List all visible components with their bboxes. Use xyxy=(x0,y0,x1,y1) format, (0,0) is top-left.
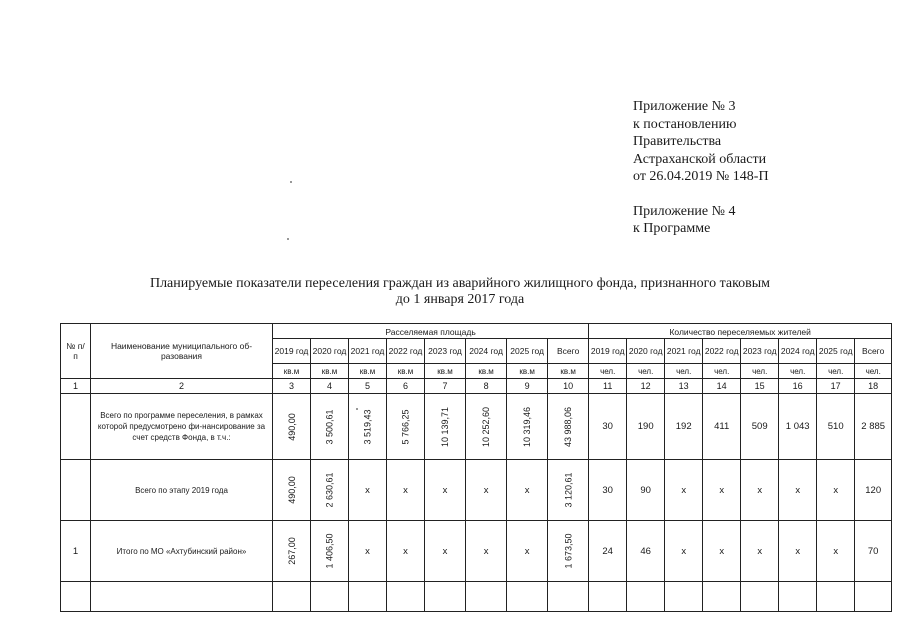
appendix-3-line: Приложение № 3 xyxy=(633,99,736,114)
area-total-value: 1 673,50 xyxy=(563,533,574,569)
unit-area: кв.м xyxy=(548,364,589,379)
area-value: x xyxy=(349,521,387,582)
empty-cell xyxy=(548,582,589,612)
people-year: 2019 год xyxy=(589,339,627,364)
unit-people: чел. xyxy=(855,364,892,379)
unit-area: кв.м xyxy=(425,364,466,379)
area-year: 2023 год xyxy=(425,339,466,364)
row-name: Всего по программе переселения, в рамках которой предусмотрено фи-нансирование за счет средств Фонда, в т.ч.: xyxy=(91,394,273,460)
area-total-value: 43 988,06 xyxy=(563,406,574,447)
area-cell xyxy=(311,521,349,582)
empty-cell xyxy=(507,582,548,612)
area-total-cell xyxy=(548,394,589,460)
header-people-group: Количество переселяемых жителей xyxy=(589,324,892,339)
table-row xyxy=(61,394,892,460)
people-year: 2025 год xyxy=(817,339,855,364)
area-total-value: 3 120,61 xyxy=(563,472,574,508)
area-total-cell xyxy=(548,521,589,582)
area-year: 2022 год xyxy=(387,339,425,364)
area-value: 5 766,25 xyxy=(400,408,411,445)
column-index: 5 xyxy=(349,379,387,394)
empty-cell xyxy=(311,582,349,612)
area-total-cell xyxy=(548,460,589,521)
appendix-3-line: от 26.04.2019 № 148-П xyxy=(633,169,769,184)
area-value: x xyxy=(466,521,507,582)
people-value: x xyxy=(779,521,817,582)
row-number: 1 xyxy=(61,521,91,582)
unit-people: чел. xyxy=(741,364,779,379)
area-value: x xyxy=(425,521,466,582)
area-cell xyxy=(273,521,311,582)
area-cell xyxy=(387,394,425,460)
people-value: x xyxy=(817,521,855,582)
resettlement-table xyxy=(60,323,892,612)
unit-area: кв.м xyxy=(349,364,387,379)
column-index: 13 xyxy=(665,379,703,394)
column-index: 14 xyxy=(703,379,741,394)
people-value: 411 xyxy=(703,394,741,460)
empty-cell xyxy=(817,582,855,612)
people-value: 24 xyxy=(589,521,627,582)
empty-cell xyxy=(61,582,91,612)
people-value: 1 043 xyxy=(779,394,817,460)
row-number xyxy=(61,394,91,460)
area-cell xyxy=(273,460,311,521)
table-row xyxy=(61,460,892,521)
area-cell xyxy=(425,394,466,460)
appendix-4-line: к Программе xyxy=(633,221,711,236)
people-value: 46 xyxy=(627,521,665,582)
people-total-value: 120 xyxy=(855,460,892,521)
empty-cell xyxy=(703,582,741,612)
empty-cell xyxy=(425,582,466,612)
column-index: 7 xyxy=(425,379,466,394)
column-index: 16 xyxy=(779,379,817,394)
people-value: x xyxy=(665,521,703,582)
people-value: 510 xyxy=(817,394,855,460)
header-area-group: Расселяемая площадь xyxy=(273,324,589,339)
unit-area: кв.м xyxy=(466,364,507,379)
area-value: 10 139,71 xyxy=(440,406,451,447)
area-cell xyxy=(311,460,349,521)
people-year: 2022 год xyxy=(703,339,741,364)
area-value: 3 500,61 xyxy=(324,408,335,445)
column-index: 9 xyxy=(507,379,548,394)
area-value: 490,00 xyxy=(286,412,297,441)
people-value: 30 xyxy=(589,394,627,460)
area-value: 3 519,43 xyxy=(362,408,373,445)
people-year: 2021 год xyxy=(665,339,703,364)
document-title xyxy=(60,276,860,308)
column-index: 2 xyxy=(91,379,273,394)
unit-area: кв.м xyxy=(387,364,425,379)
people-value: x xyxy=(741,521,779,582)
appendix-3-line: Правительства xyxy=(633,134,722,149)
column-index: 12 xyxy=(627,379,665,394)
header-name: Наименование муниципального об-разования xyxy=(91,324,273,379)
area-year: 2024 год xyxy=(466,339,507,364)
column-index: 3 xyxy=(273,379,311,394)
area-value: x xyxy=(425,460,466,521)
unit-people: чел. xyxy=(589,364,627,379)
area-year: 2021 год xyxy=(349,339,387,364)
empty-cell xyxy=(741,582,779,612)
appendix-4-line: Приложение № 4 xyxy=(633,203,736,219)
scan-speck xyxy=(287,238,289,240)
people-total-value: 2 885 xyxy=(855,394,892,460)
people-value: x xyxy=(817,460,855,521)
column-index: 10 xyxy=(548,379,589,394)
area-value: x xyxy=(387,460,425,521)
column-index: 15 xyxy=(741,379,779,394)
column-index: 1 xyxy=(61,379,91,394)
area-value: 10 252,60 xyxy=(481,406,492,447)
people-year: 2020 год xyxy=(627,339,665,364)
people-total-value: 70 xyxy=(855,521,892,582)
column-index: 18 xyxy=(855,379,892,394)
header-no: № п/п xyxy=(61,324,91,379)
unit-people: чел. xyxy=(703,364,741,379)
empty-cell xyxy=(273,582,311,612)
unit-people: чел. xyxy=(779,364,817,379)
area-year: 2019 год xyxy=(273,339,311,364)
row-name: Итого по МО «Ахтубинский район» xyxy=(91,521,273,582)
spacer xyxy=(633,186,769,203)
area-value: 2 630,61 xyxy=(324,472,335,508)
column-index: 11 xyxy=(589,379,627,394)
people-value: x xyxy=(665,460,703,521)
table-row-continuation xyxy=(61,582,892,612)
empty-cell xyxy=(349,582,387,612)
column-index-row xyxy=(61,379,892,394)
area-cell xyxy=(466,394,507,460)
people-year: 2023 год xyxy=(741,339,779,364)
area-cell xyxy=(273,394,311,460)
row-number xyxy=(61,460,91,521)
empty-cell xyxy=(466,582,507,612)
title-line: Планируемые показатели переселения граждан из аварийного жилищного фонда, признанного таковым xyxy=(149,276,771,291)
people-value: 190 xyxy=(627,394,665,460)
unit-people: чел. xyxy=(627,364,665,379)
area-value: x xyxy=(387,521,425,582)
table-row xyxy=(61,521,892,582)
empty-cell xyxy=(589,582,627,612)
empty-cell xyxy=(855,582,892,612)
people-value: 509 xyxy=(741,394,779,460)
area-value: 267,00 xyxy=(286,537,297,565)
column-index: 4 xyxy=(311,379,349,394)
people-total-header: Всего xyxy=(855,339,892,364)
empty-cell xyxy=(665,582,703,612)
area-value: 1 406,50 xyxy=(324,533,335,569)
people-year: 2024 год xyxy=(779,339,817,364)
area-cell xyxy=(311,394,349,460)
area-cell xyxy=(507,394,548,460)
area-value: 10 319,46 xyxy=(522,406,533,447)
area-value: x xyxy=(507,521,548,582)
area-value: x xyxy=(349,460,387,521)
column-index: 6 xyxy=(387,379,425,394)
people-value: x xyxy=(703,521,741,582)
people-value: 30 xyxy=(589,460,627,521)
people-value: x xyxy=(741,460,779,521)
area-year: 2025 год xyxy=(507,339,548,364)
empty-cell xyxy=(779,582,817,612)
empty-cell xyxy=(387,582,425,612)
unit-area: кв.м xyxy=(507,364,548,379)
title-line: до 1 января 2017 года xyxy=(395,292,525,307)
people-value: 90 xyxy=(627,460,665,521)
people-value: 192 xyxy=(665,394,703,460)
area-year: 2020 год xyxy=(311,339,349,364)
empty-cell xyxy=(627,582,665,612)
people-value: x xyxy=(779,460,817,521)
unit-area: кв.м xyxy=(311,364,349,379)
area-value: x xyxy=(507,460,548,521)
area-cell xyxy=(349,394,387,460)
column-index: 17 xyxy=(817,379,855,394)
appendix-3-line: к постановлению xyxy=(633,116,737,132)
row-name: Всего по этапу 2019 года xyxy=(91,460,273,521)
people-value: x xyxy=(703,460,741,521)
appendix-header xyxy=(633,98,769,238)
unit-people: чел. xyxy=(817,364,855,379)
unit-area: кв.м xyxy=(273,364,311,379)
appendix-3-line: Астраханской области xyxy=(633,151,767,167)
area-value: 490,00 xyxy=(286,476,297,504)
area-value: x xyxy=(466,460,507,521)
unit-people: чел. xyxy=(665,364,703,379)
area-total-header: Всего xyxy=(548,339,589,364)
column-index: 8 xyxy=(466,379,507,394)
scan-speck xyxy=(290,181,292,183)
scan-speck xyxy=(356,408,358,410)
empty-cell xyxy=(91,582,273,612)
